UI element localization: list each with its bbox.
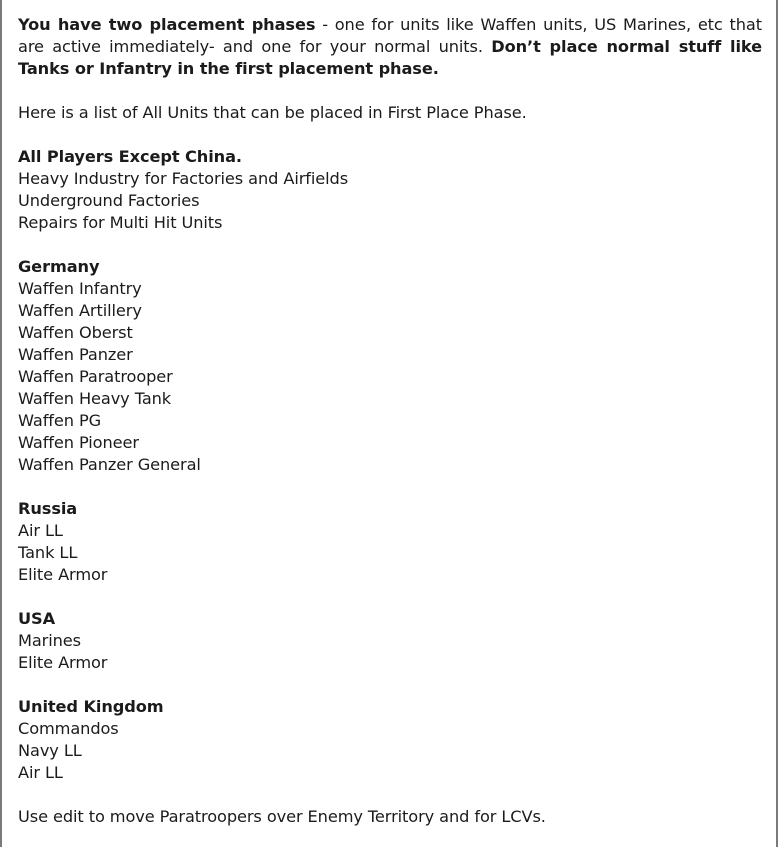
list-item: Air LL xyxy=(18,521,63,540)
list-item: Tank LL xyxy=(18,543,78,562)
spacer xyxy=(18,784,762,806)
unit-list xyxy=(18,168,762,234)
list-item: Waffen Artillery xyxy=(18,301,142,320)
list-item: Waffen Oberst xyxy=(18,323,133,342)
section-heading: Russia xyxy=(18,499,78,518)
spacer xyxy=(18,234,762,256)
spacer xyxy=(18,80,762,102)
spacer xyxy=(18,124,762,146)
unit-list xyxy=(18,630,762,674)
unit-list xyxy=(18,278,762,476)
intro-paragraph xyxy=(18,14,762,80)
section-usa xyxy=(18,608,762,674)
section-heading: All Players Except China. xyxy=(18,147,242,166)
section-heading: Germany xyxy=(18,257,100,276)
list-item: Waffen Infantry xyxy=(18,279,142,298)
intro-bold-warning: Don’t place normal stuff like Tanks or Infantry in the first placement phase. xyxy=(18,37,762,78)
unit-list xyxy=(18,718,762,784)
list-item: Waffen Pioneer xyxy=(18,433,139,452)
list-item: Waffen Panzer xyxy=(18,345,133,364)
list-item: Marines xyxy=(18,631,81,650)
section-heading: USA xyxy=(18,609,56,628)
list-item: Waffen Paratrooper xyxy=(18,367,173,386)
spacer xyxy=(18,476,762,498)
section-heading: United Kingdom xyxy=(18,697,164,716)
spacer xyxy=(18,586,762,608)
spacer xyxy=(18,674,762,696)
section-russia xyxy=(18,498,762,586)
list-item: Waffen Panzer General xyxy=(18,455,201,474)
intro-text: - one for units like Waffen units, US Marines, etc that are active immediately- and one for your normal units. xyxy=(18,15,763,56)
list-item: Commandos xyxy=(18,719,119,738)
list-item: Elite Armor xyxy=(18,653,108,672)
intro-bold-lead: You have two placement phases xyxy=(18,15,316,34)
list-item: Underground Factories xyxy=(18,191,200,210)
list-item: Waffen PG xyxy=(18,411,102,430)
list-intro: Here is a list of All Units that can be placed in First Place Phase. xyxy=(18,103,527,122)
list-item: Repairs for Multi Hit Units xyxy=(18,213,223,232)
list-item: Navy LL xyxy=(18,741,82,760)
section-all-players xyxy=(18,146,762,234)
section-germany xyxy=(18,256,762,476)
list-item: Waffen Heavy Tank xyxy=(18,389,172,408)
section-united-kingdom xyxy=(18,696,762,784)
document-content xyxy=(18,14,762,828)
footer-note: Use edit to move Paratroopers over Enemy Territory and for LCVs. xyxy=(18,807,546,826)
unit-list xyxy=(18,520,762,586)
list-item: Air LL xyxy=(18,763,63,782)
list-item: Heavy Industry for Factories and Airfields xyxy=(18,169,349,188)
list-item: Elite Armor xyxy=(18,565,108,584)
